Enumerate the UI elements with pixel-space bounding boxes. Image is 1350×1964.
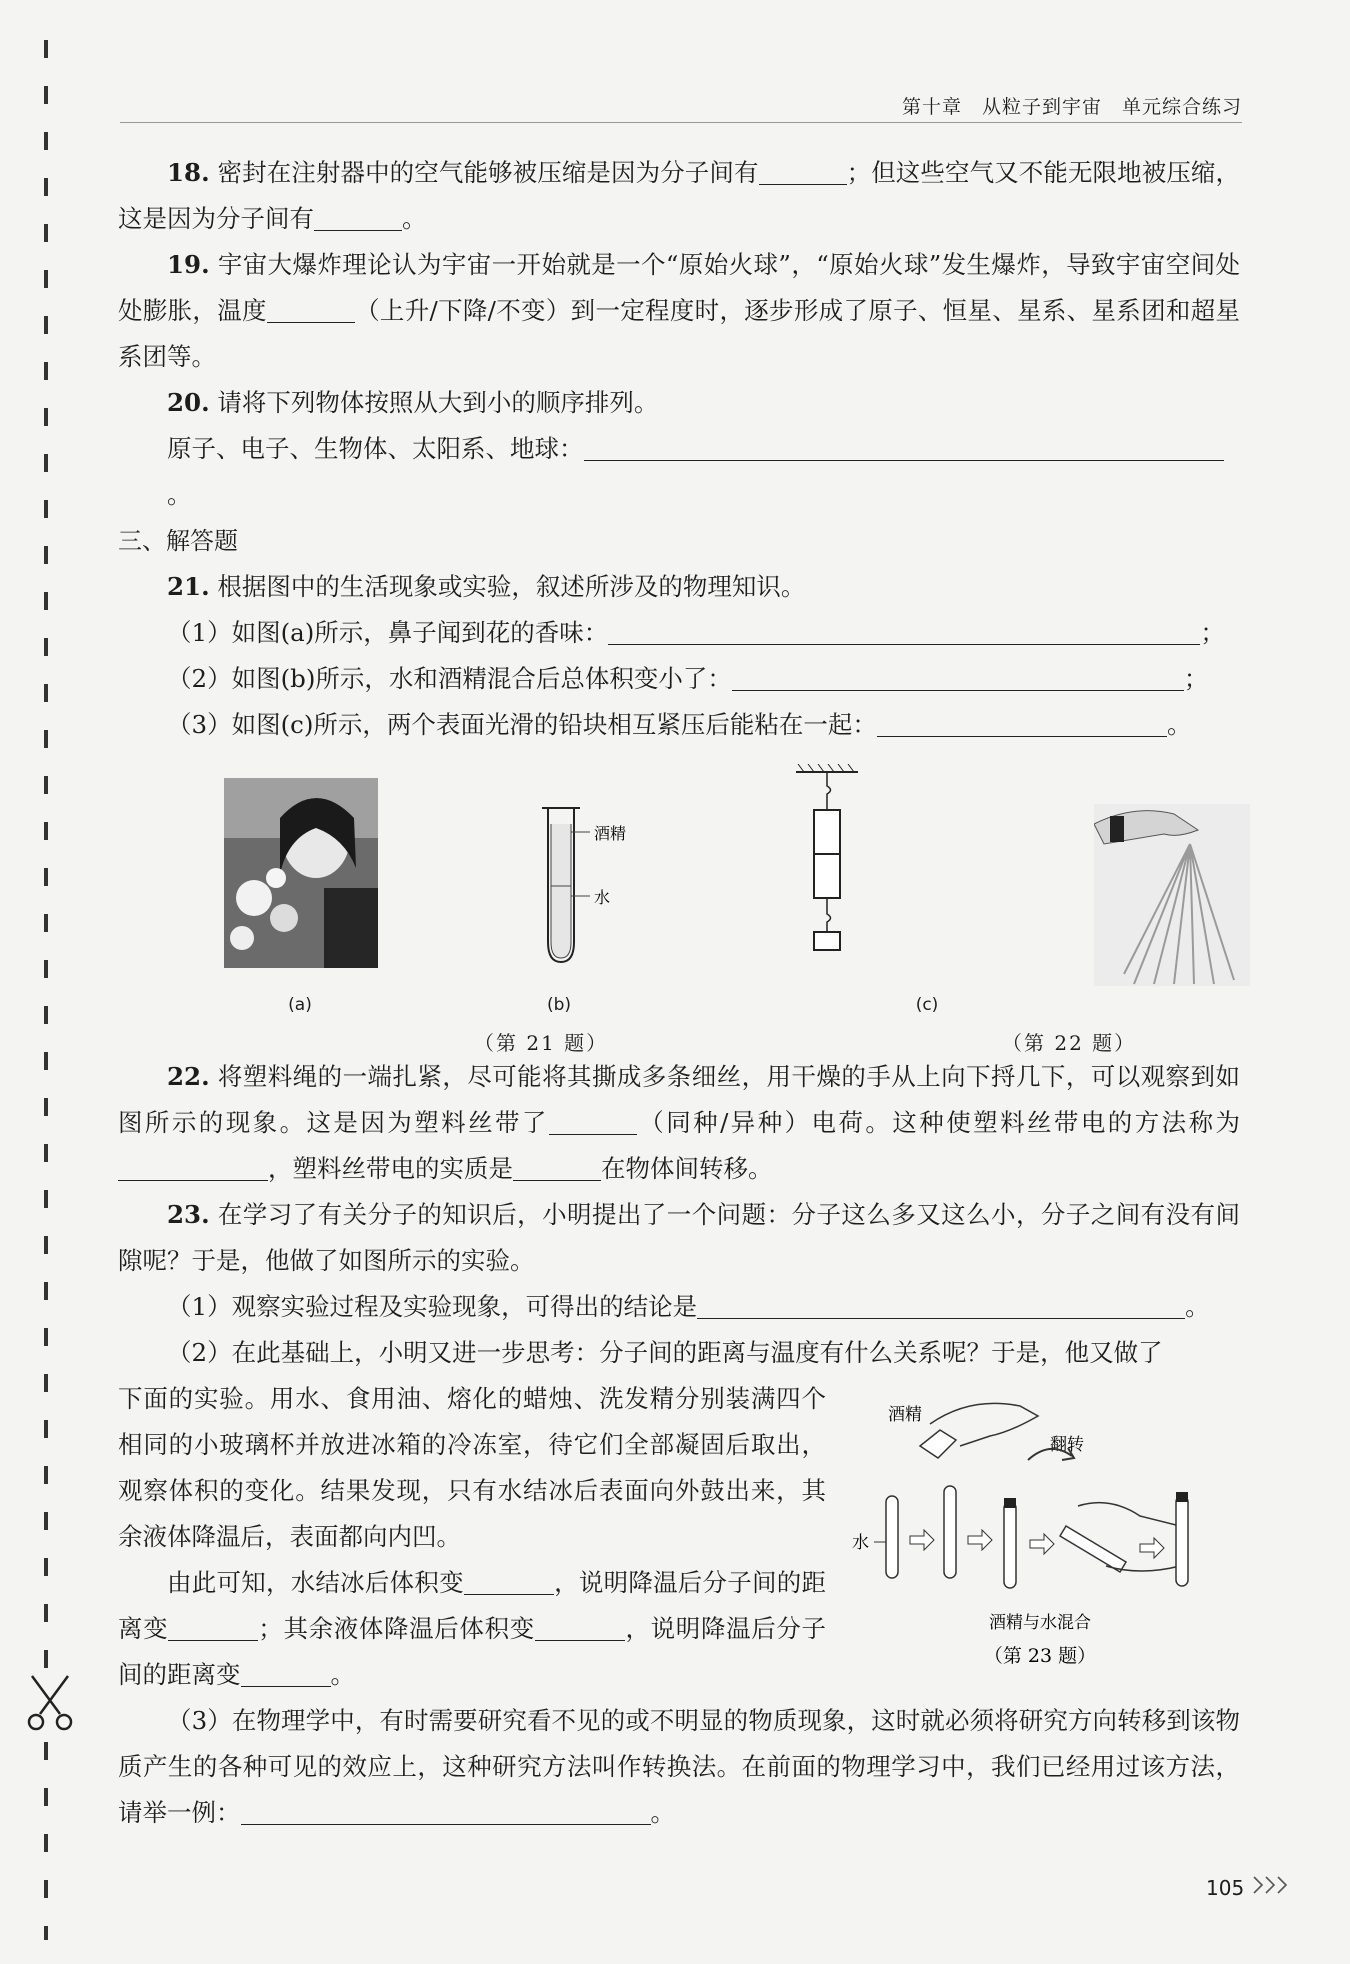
question-23-2c: 由此可知，水结冰后体积变 ，说明降温后分子间的距离变 ；其余液体降温后体积变 ，说明降温后分子间的距离变 。: [118, 1560, 826, 1698]
answer-blank[interactable]: [732, 660, 1184, 691]
question-21-b: （2）如图(b)所示，水和酒精混合后总体积变小了： ；: [118, 656, 1240, 702]
answer-blank[interactable]: [549, 1104, 637, 1135]
question-18: 18. 密封在注射器中的空气能够被压缩是因为分子间有 ；但这些空气又不能无限地被压缩，这是因为分子间有 。: [118, 150, 1240, 242]
figure-23-caption: （第 23 题）: [983, 1645, 1097, 1667]
label-alcohol: 酒精: [594, 824, 627, 843]
figures-21-22: [118, 758, 1240, 1055]
answer-blank[interactable]: [759, 154, 847, 185]
figure-c-caption: (c): [915, 995, 939, 1015]
figure-22-caption: （第 22 题）: [1002, 1031, 1137, 1055]
cut-line: [44, 40, 48, 1940]
answer-blank[interactable]: [608, 614, 1200, 645]
fig-label-flip: 翻转: [1050, 1435, 1084, 1455]
page-header: [120, 92, 1242, 123]
fig-label-water: 水: [852, 1533, 869, 1553]
answer-blank[interactable]: [877, 706, 1167, 737]
test-tube-diagram: [534, 802, 654, 972]
girl-smelling-flowers-photo: [224, 778, 378, 968]
answer-blank[interactable]: [513, 1150, 601, 1181]
question-23-2a: （2）在此基础上，小明又进一步思考：分子间的距离与温度有什么关系呢？于是，他又做了: [167, 1338, 1163, 1367]
chevrons-right-icon: [1250, 1872, 1290, 1898]
answer-blank[interactable]: [241, 1656, 331, 1687]
question-19: 19. 宇宙大爆炸理论认为宇宙一开始就是一个“原始火球”，“原始火球”发生爆炸，导致宇宙空间处处膨胀，温度 （上升/下降/不变）到一定程度时，逐步形成了原子、恒星、星系、星系团和超星系团等。: [118, 250, 1240, 371]
lead-blocks-diagram: [768, 764, 888, 964]
label-water: 水: [594, 888, 611, 907]
answer-blank[interactable]: [697, 1288, 1185, 1319]
question-23-1: （1）观察实验过程及实验现象，可得出的结论是 。: [118, 1284, 1240, 1330]
chapter-title: 第十章 从粒子到宇宙 单元综合练习: [901, 96, 1242, 118]
section-title: 三、解答题: [118, 527, 238, 555]
answer-blank[interactable]: [584, 430, 1224, 461]
question-20: 20. 请将下列物体按照从大到小的顺序排列。: [167, 388, 659, 417]
question-23-2b: 下面的实验。用水、食用油、熔化的蜡烛、洗发精分别装满四个相同的小玻璃杯并放进冰箱的冷冻室，待它们全部凝固后取出，观察体积的变化。结果发现，只有水结冰后表面向外鼓出来，其余液体降温后，表面都向内凹。: [118, 1384, 826, 1551]
question-21-a: （1）如图(a)所示，鼻子闻到花的香味： ；: [118, 610, 1240, 656]
answer-blank[interactable]: [314, 200, 402, 231]
question-23: 23. 在学习了有关分子的知识后，小明提出了一个问题：分子这么多又这么小，分子之间有没有间隙呢？于是，他做了如图所示的实验。: [118, 1200, 1240, 1275]
page-content: [118, 150, 1240, 1836]
question-23-3: （3）在物理学中，有时需要研究看不见的或不明显的物质现象，这时就必须将研究方向转移到该物质产生的各种可见的效应上，这种研究方法叫作转换法。在前面的物理学习中，我们已经用过该方法，请举一例： 。: [118, 1706, 1240, 1827]
question-23-2-text: [118, 1376, 826, 1698]
figure-b-caption: (b): [546, 995, 572, 1015]
plastic-strands-photo: [1094, 804, 1250, 986]
scissors-icon: [22, 1672, 78, 1732]
question-21: 21. 根据图中的生活现象或实验，叙述所涉及的物理知识。: [167, 572, 806, 601]
alcohol-water-mixing-diagram: [840, 1376, 1240, 1676]
fig-caption-mixing: 酒精与水混合: [989, 1613, 1091, 1633]
answer-blank[interactable]: [464, 1564, 554, 1595]
question-20-line: 原子、电子、生物体、太阳系、地球：。: [118, 426, 1240, 518]
page-number: 105: [1206, 1876, 1245, 1900]
question-22: 22. 将塑料绳的一端扎紧，尽可能将其撕成多条细丝，用干燥的手从上向下捋几下，可以观察到如图所示的现象。这是因为塑料丝带了 （同种/异种）电荷。这种使塑料丝带电的方法称为，塑料丝带电的实质是 在物体间转移。: [118, 1062, 1240, 1183]
question-21-c: （3）如图(c)所示，两个表面光滑的铅块相互紧压后能粘在一起： 。: [118, 702, 1240, 748]
answer-blank[interactable]: [118, 1150, 268, 1181]
question-23-2-block: [118, 1376, 1240, 1698]
figure-a-caption: (a): [288, 995, 312, 1015]
answer-blank[interactable]: [267, 292, 355, 323]
answer-blank[interactable]: [168, 1610, 258, 1641]
answer-blank[interactable]: [535, 1610, 625, 1641]
answer-blank[interactable]: [241, 1794, 651, 1825]
figure-21-caption: （第 21 题）: [474, 1031, 609, 1055]
fig-label-alcohol: 酒精: [888, 1405, 922, 1425]
